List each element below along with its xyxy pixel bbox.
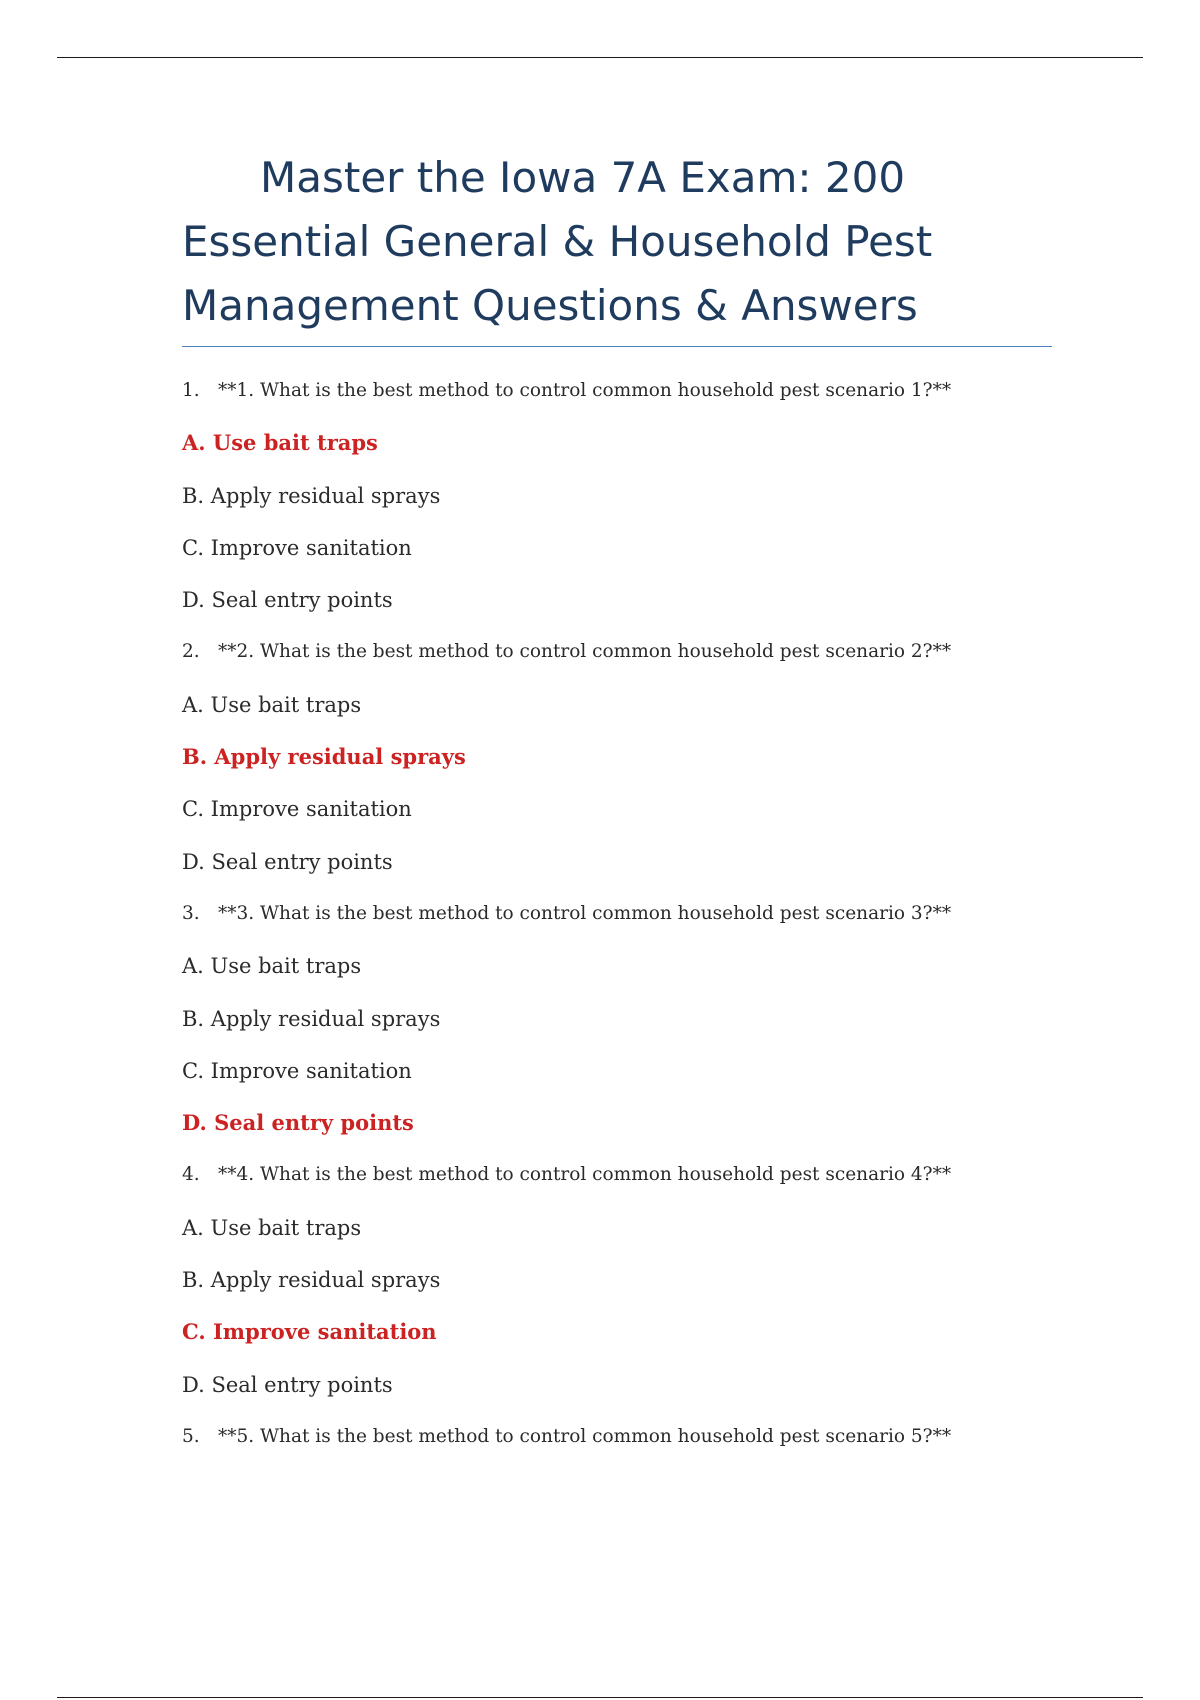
correct-answer-option: C. Improve sanitation (182, 1319, 437, 1345)
answer-option: A. Use bait traps (182, 954, 362, 979)
question (182, 894, 1062, 946)
page-bottom-rule (57, 1697, 1143, 1698)
question-text: **4. What is the best method to control common household pest scenario 4?** (218, 1164, 952, 1186)
title-underline (182, 346, 1052, 347)
answer-option: C. Improve sanitation (182, 797, 412, 822)
answer-option: D. Seal entry points (182, 849, 393, 874)
question-text: **3. What is the best method to control common household pest scenario 3?** (218, 902, 952, 924)
question (182, 371, 1062, 423)
question-list (182, 371, 1062, 1469)
title-line: Master the Iowa 7A Exam: 200 (260, 153, 906, 202)
question-number: 3. (182, 902, 200, 924)
question-number: 5. (182, 1425, 200, 1447)
answer-option: B. Apply residual sprays (182, 483, 441, 508)
answer-option: B. Apply residual sprays (182, 1268, 441, 1293)
question-text: **2. What is the best method to control common household pest scenario 2?** (218, 641, 952, 663)
question-number: 4. (182, 1164, 200, 1186)
correct-answer-option: B. Apply residual sprays (182, 744, 466, 770)
document-title (182, 146, 1052, 338)
question (182, 1155, 1062, 1207)
answer-option: A. Use bait traps (182, 692, 362, 717)
answer-option: A. Use bait traps (182, 1215, 362, 1240)
page-top-rule (57, 57, 1143, 58)
answer-option: C. Improve sanitation (182, 1058, 412, 1083)
question (182, 632, 1062, 684)
title-line: Management Questions & Answers (182, 281, 918, 330)
answer-option: D. Seal entry points (182, 1372, 393, 1397)
answer-option: B. Apply residual sprays (182, 1006, 441, 1031)
title-line: Essential General & Household Pest (182, 217, 933, 266)
correct-answer-option: D. Seal entry points (182, 1110, 414, 1136)
question (182, 1417, 1062, 1469)
question-number: 1. (182, 380, 200, 401)
answer-option: C. Improve sanitation (182, 535, 412, 560)
question-text: **5. What is the best method to control common household pest scenario 5?** (218, 1425, 952, 1447)
question-text: **1. What is the best method to control common household pest scenario 1?** (218, 380, 952, 401)
answer-option: D. Seal entry points (182, 588, 393, 613)
question-number: 2. (182, 641, 200, 663)
correct-answer-option: A. Use bait traps (182, 430, 378, 456)
